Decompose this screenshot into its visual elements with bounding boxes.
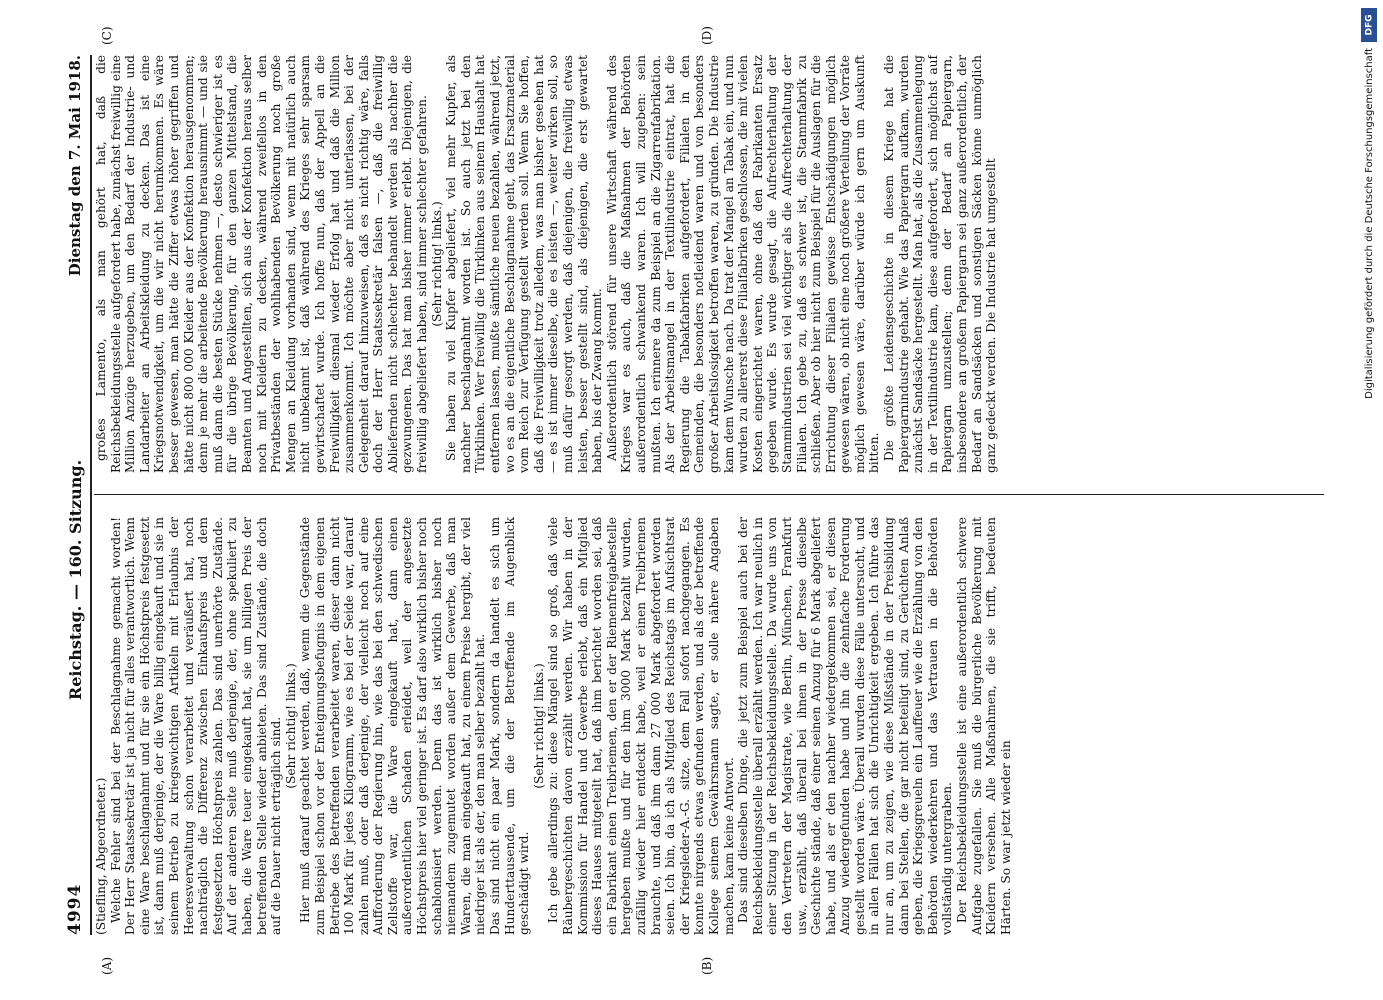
- left-column: [94, 517, 1324, 935]
- margin-marker-b: (B): [700, 956, 714, 975]
- page-number: 4994: [65, 883, 85, 935]
- left-paragraph: Das sind dieselben Dinge, die jetzt zum Beispiel auch bei der Reichsbekleidungsstelle überall erzählt werden. Ich war neulich in einer Sitzung in der Reichsbekleidungsstelle. Da wurde uns von den Vertretern der Magistrate, wie Berlin, München, Frankfurt usw., erzählt, daß überall bei ihnen in der Presse dieselbe Geschichte stände, daß einer seinen Anzug für 6 Mark abgeliefert habe, und als er den nachher wiedergekommen sei, er diesen Anzug wiedergefunden habe und ihn die zehnfache Forderung gestellt worden wäre. Überall wurden diese Fälle untersucht, und in allen Fällen hat sich die Unrichtigkeit ergeben. Ich führe das nur an, um zu zeigen, wie diese Mißstände in der Preisbildung dann bei Stellen, die gar nicht beteiligt sind, zu Gerüchten Anlaß geben, die Kriegsgreueln ein Lauffeuer wie die Erzählung von den Behörden wiederkehren und das Vertrauen in die Behörden vollständig untergraben.: [736, 517, 955, 935]
- left-paragraph: Der Reichsbekleidungsstelle ist eine außerordentlich schwere Aufgabe zugefallen. Sie muß die bürgerliche Bevölkerung mit Kleidern versehen. Alle Maßnahmen, die sie trifft, bedeuten Härten. So war jetzt wieder ein: [955, 517, 1013, 935]
- left-paragraph: (Sehr richtig! links.): [531, 663, 546, 789]
- right-paragraph: großes Lamento, als man gehört hat, daß die Reichsbekleidungsstelle aufgefordert habe, zunächst freiwillig eine Million Anzüge herzugeben, um den Bedarf der Industrie- und Landarbeiter an Arbeitskleidung zu decken. Das ist eine Kriegsnotwendigkeit, um die wir nicht herumkommen. Es wäre besser gewesen, man hätte die Ziffer etwas höher gegriffen und hätte nicht 800 000 Kleider aus der Konfektion herausgenommen; denn je mehr die arbeitende Bevölkerung herausnimmt — und sie muß dann die besten Stücke nehmen —, desto schwieriger ist es für die übrige Bevölkerung, für den ganzen Mittelstand, die Beamten und Angestellten, sich aus der Konfektion heraus selber noch mit Kleidern zu decken, während zweifellos in den Privatbeständen der wohlhabenden Bevölkerung noch große Mengen an Kleidung vorhanden sind, wenn mit natürlich auch nicht unbekannt ist, daß während des Krieges sehr sparsam gewirtschaftet wurde. Ich hoffe nun, daß der Appell an die Freiwilligkeit diesmal wieder Erfolg hat und daß die Million zusammenkommt. Ich möchte aber nicht unterlassen, bei der Gelegenheit darauf hinzuweisen, daß es nicht richtig wäre, falls doch der Herr Staatssekretär falsen —, daß die freiwillig Abliefernden nicht schlechter behandelt werden als nachher die gezwungenen. Das hat man bisher immer erlebt. Diejenigen, die freiwillig abgeliefert haben, sind immer schlechter gefahren.: [94, 55, 430, 473]
- left-paragraph: (Sehr richtig! links.): [283, 663, 298, 789]
- right-column: [94, 55, 1324, 473]
- left-paragraph: Das sind nicht ein paar Mark, sondern da handelt es sich um Hunderttausende, um die der Betreffende im Augenblick geschädigt wird.: [488, 517, 532, 935]
- column-divider: [94, 494, 1324, 495]
- margin-marker-c: (C): [100, 26, 114, 45]
- session-date: Dienstag den 7. Mai 1918.: [66, 55, 84, 277]
- left-paragraph: Welche Fehler sind bei der Beschlagnahme gemacht worden! Der Herr Staatssekretär ist ja nicht für alles verantwortlich. Wenn eine Ware beschlagnahmt und für sie ein Höchstpreis festgesetzt ist, dann muß derjenige, der die Ware billig eingekauft und sie in seinem Betrieb zu kriegswichtigen Artikeln mit Erlaubnis der Heeresverwaltung schon verarbeitet und veräußert hat, noch nachträglich die Differenz zwischen Einkaufspreis und dem festgesetzten Höchstpreis zahlen. Das sind unerhörte Zustände. Auf der anderen Seite muß derjenige, der, ohne spekuliert zu haben, die Ware teuer eingekauft hat, sie um billigen Preis der betreffenden Stelle wieder anbieten. Das sind Zustände, die doch auf die Dauer nicht erträglich sind.: [108, 517, 284, 935]
- digitization-credit: Digitalisierung gefördert durch die Deutsche Forschungsgemeinschaft: [1364, 48, 1375, 399]
- right-paragraph: Die größte Leidensgeschichte in diesem Kriege hat die Papiergarnindustrie gehabt. Wie das Papiergarn aufkam, wurden zunächst Sandsäcke hergestellt. Man hat, als die Zusammenlegung in der Textilindustrie kam, diese aufgefordert, sich möglichst auf Papiergarn umzustellen; denn der Bedarf an Papiergarn, insbesondere an großem Papiergarn sei ganz außerordentlich, der Bedarf an Sandsäcken und sonstigen Säcken könne unmöglich ganz gedeckt werden. Die Industrie hat umgestellt: [882, 55, 999, 473]
- left-paragraph: (Stiefling, Abgeordneter.): [94, 777, 108, 935]
- columns: [94, 55, 1324, 935]
- left-paragraph: Ich gebe allerdings zu: diese Mängel sind so groß, daß viele Räubergeschichten davon erzählt werden. Wir haben in der Kommission für Handel und Gewerbe erlebt, daß ein Mitglied dieses Hauses mitgeteilt hat, daß ihm berichtet worden sei, daß ein Fabrikant einen Treibriemen, den er der Riemenfreigabestelle hergeben mußte und für den ihm 3000 Mark bezahlt wurden, zufällig wieder hier entdeckt habe, weil er einen Treibriemen brauchte, und daß ihm dann 27 000 Mark abgefordert worden seien. Ich bin, da ich als Mitglied des Reichstags im Aufsichtsrat der Kriegsleder-A.-G. sitze, dem Fall sofort nachgegangen. Es konnte nirgends etwas gefunden werden, und als der betreffende Kollege seinem Gewährsmann sagte, er solle nähere Angaben machen, kam keine Antwort.: [546, 517, 736, 935]
- margin-marker-d: (D): [700, 26, 714, 45]
- right-paragraph: Außerordentlich störend für unsere Wirtschaft während des Krieges war es auch, daß die Maßnahmen der Behörden außerordentlich schwankend waren. Ich will zugeben: sein mußten. Ich erinnere da zum Beispiel an die Zigarrenfabrikation. Als der Arbeitsmangel in der Textilindustrie eintrat, hat die Regierung die Tabakfabriken aufgefordert, Filialen in den Gemeinden, die besonders notleidend waren und von besonders großer Arbeitslosigkeit betroffen waren, zu gründen. Die Industrie kam dem Wunsche nach. Da trat der Mangel an Tabak ein, und nun wurden zu allererst diese Filialfabriken geschlossen, die mit vielen Kosten eingerichtet waren, ohne daß den Fabrikanten Ersatz gegeben wurde. Es wurde gesagt, die Aufrechterhaltung der Stammindustrien sei viel wichtiger als die Aufrechterhaltung der Filialen. Ich gebe zu, daß es schwer ist, die Stammfabrik zu schließen. Aber ob hier nicht zum Beispiel für die Auslagen für die Errichtung dieser Filialen gewisse Entschädigungen möglich gewesen wären, ob nicht eine noch größere Verteilung der Vorräte möglich gewesen wäre, darüber würde ich gern um Auskunft bitten.: [604, 55, 882, 473]
- dfg-logo: DFG: [1361, 8, 1377, 42]
- left-paragraph: Hier muß darauf geachtet werden, daß, wenn die Gegenstände zum Beispiel schon vor der Enteignungsbefugnis in dem eigenen Betriebe des Betreffenden verarbeitet waren, dieser dann nicht 100 Mark für jedes Kilogramm, wie es bei der Seide war, darauf zahlen muß, oder daß derjenige, der vielleicht noch auf eine Aufforderung der Regierung hin, wie das bei den schwedischen Zellstoffe war, die Ware eingekauft hat, dann einen außerordentlichen Schaden erleidet, weil der angesetzte Höchstpreis hier viel geringer ist. Es darf also wirklich bisher noch schablonisiert werden. Denn das ist wirklich bisher noch niemandem zugemutet worden außer dem Gewerbe, daß man Waren, die man eingekauft hat, zu einem Preise hergibt, der viel niedriger ist als der, den man selber bezahlt hat.: [298, 517, 488, 935]
- rotated-page: [60, 26, 1360, 975]
- session-title: Reichstag. — 160. Sitzung.: [65, 459, 85, 701]
- right-paragraph: (Sehr richtig! links.): [429, 201, 444, 327]
- margin-marker-a: (A): [100, 956, 114, 975]
- page-header: [60, 55, 92, 935]
- right-paragraph: Sie haben zu viel Kupfer abgeliefert, viel mehr Kupfer, als nachher beschlagnahmt worden ist. So auch jetzt bei den Türklinken. Wer freiwillig die Türklinken aus seinem Haushalt hat entfernen lassen, mußte sämtliche neuen bezahlen, während jetzt, wo es an die eigentliche Beschlagnahme geht, das Ersatzmaterial vom Reich zur Verfügung gestellt werden soll. Wenn Sie hoffen, daß die Freiwilligkeit trotz alledem, was man bisher gesehen hat — es ist immer dieselbe, die es leisten —, weiter wirken soll, so muß dafür gesorgt werden, daß diejenigen, die freiwillig etwas leisten, besser gestellt sind, als diejenigen, die erst gewartet haben, bis der Zwang kommt.: [444, 55, 605, 473]
